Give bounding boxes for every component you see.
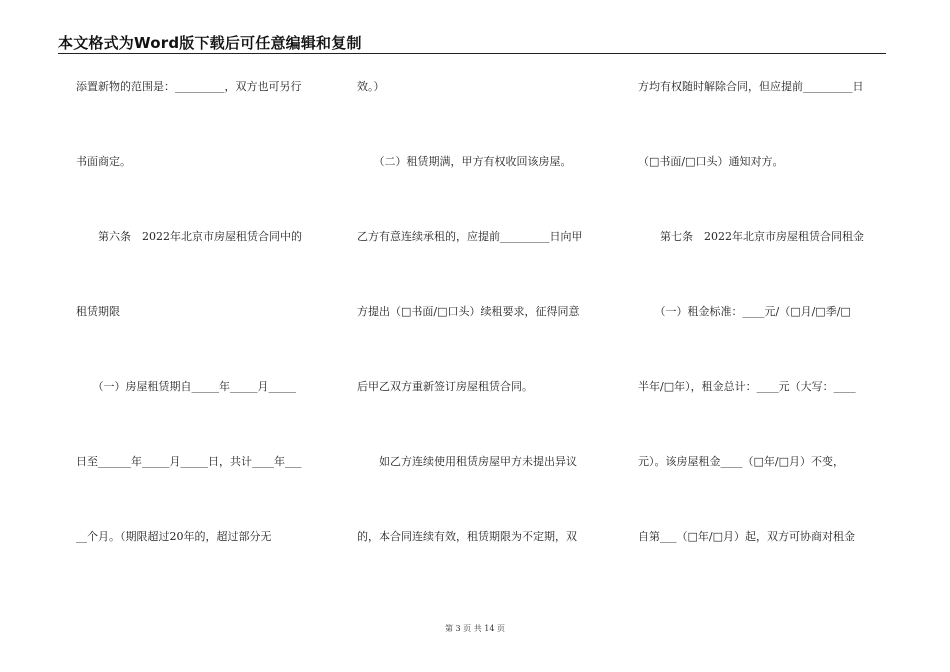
text-line: 的，本合同连续有效，租赁期限为不定期，双	[357, 530, 577, 543]
text-line: __个月。（期限超过20年的，超过部分无	[76, 530, 272, 543]
text-line: 半年/□年），租金总计：____元（大写：____	[638, 380, 856, 393]
text-line: 效。）	[357, 80, 385, 93]
text-line: 后甲乙双方重新签订房屋租赁合同。	[357, 380, 533, 393]
text-line: （一）租金标准：____元/（□月/□季/□	[638, 305, 851, 318]
text-line: 乙方有意连续承租的，应提前_________日向甲	[357, 230, 583, 243]
text-line: （□书面/□口头）通知对方。	[638, 155, 784, 168]
text-line: 如乙方连续使用租赁房屋甲方未提出异议	[357, 455, 577, 468]
page-number: 第 3 页 共 14 页	[445, 624, 505, 633]
text-line: 日至______年_____月_____日，共计____年___	[76, 455, 302, 468]
text-line: 租赁期限	[76, 305, 120, 318]
text-column-1	[76, 0, 326, 672]
text-line: 方提出（□书面/□口头）续租要求，征得同意	[357, 305, 580, 318]
text-line: 方均有权随时解除合同，但应提前_________日	[638, 80, 864, 93]
text-line: （一）房屋租赁期自_____年_____月_____	[76, 380, 296, 393]
text-line: （二）租赁期满，甲方有权收回该房屋。	[357, 155, 572, 168]
text-column-2	[357, 0, 607, 672]
text-line: 自第___（□年/□月）起，双方可协商对租金	[638, 530, 855, 543]
text-column-3	[638, 0, 888, 672]
text-line: 第六条 2022年北京市房屋租赁合同中的	[76, 230, 302, 243]
text-line: 第七条 2022年北京市房屋租赁合同租金	[638, 230, 864, 243]
text-line: 书面商定。	[76, 155, 131, 168]
text-line: 元）。该房屋租金____（□年/□月）不变，	[638, 455, 844, 468]
text-line: 添置新物的范围是：_________，双方也可另行	[76, 80, 302, 93]
document-header-title: 本文格式为Word版下载后可任意编辑和复制	[58, 34, 362, 52]
